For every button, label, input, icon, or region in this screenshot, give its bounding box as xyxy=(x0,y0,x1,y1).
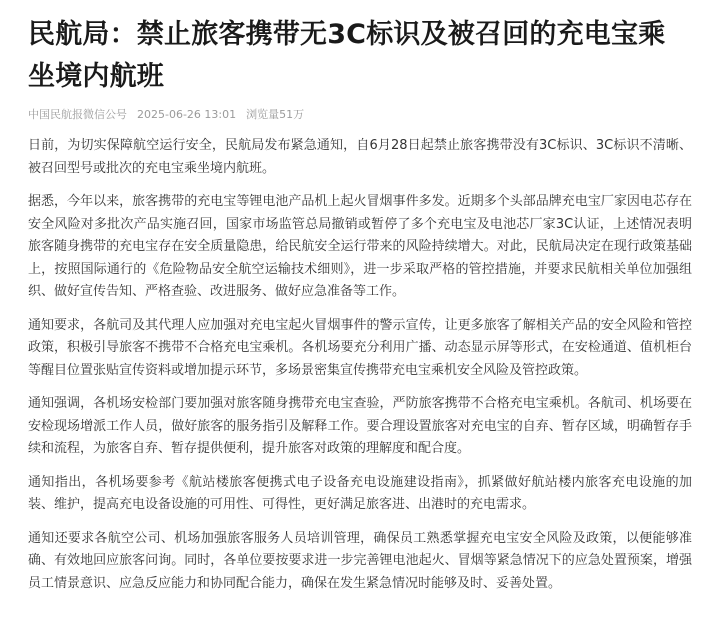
source-link[interactable]: 中国民航报微信公号 xyxy=(28,108,127,121)
article-paragraph: 通知指出，各机场要参考《航站楼旅客便携式电子设备充电设施建设指南》，抓紧做好航站楼内旅客充电设施的加装、维护，提高充电设备设施的可用性、可得性，更好满足旅客进、出港时的充电需求。 xyxy=(28,474,692,512)
article-body xyxy=(28,135,692,595)
article-meta xyxy=(28,107,692,123)
view-count: 浏览量51万 xyxy=(246,108,305,121)
article-paragraph: 通知还要求各航空公司、机场加强旅客服务人员培训管理，确保员工熟悉掌握充电宝安全风险及政策，以便能够准确、有效地回应旅客问询。同时，各单位要按要求进一步完善锂电池起火、冒烟等紧急情况下的应急处置预案，增强员工情景意识、应急反应能力和协同配合能力，确保在发生紧急情况时能够及时、妥善处置。 xyxy=(28,530,692,591)
publish-datetime: 2025-06-26 13:01 xyxy=(137,108,237,121)
article-title: 民航局：禁止旅客携带无3C标识及被召回的充电宝乘坐境内航班 xyxy=(28,19,666,92)
article-paragraph: 据悉，今年以来，旅客携带的充电宝等锂电池产品机上起火冒烟事件多发。近期多个头部品牌充电宝厂家因电芯存在安全风险对多批次产品实施召回，国家市场监管总局撤销或暂停了多个充电宝及电池芯厂家3C认证，上述情况表明旅客随身携带的充电宝存在安全质量隐患，给民航安全运行带来的风险持续增大。对此，民航局决定在现行政策基础上，按照国际通行的《危险物品安全航空运输技术细则》，进一步采取严格的管控措施，并要求民航相关单位加强组织、做好宣传告知、严格查验、改进服务、做好应急准备等工作。 xyxy=(28,194,692,299)
article-paragraph: 通知强调，各机场安检部门要加强对旅客随身携带充电宝查验，严防旅客携带不合格充电宝乘机。各航司、机场要在安检现场增派工作人员，做好旅客的服务指引及解释工作。要合理设置旅客对充电宝的自弃、暂存区域，明确暂存手续和流程，为旅客自弃、暂存提供便利，提升旅客对政策的理解度和配合度。 xyxy=(28,396,692,456)
article-paragraph: 通知要求，各航司及其代理人应加强对充电宝起火冒烟事件的警示宣传，让更多旅客了解相关产品的安全风险和管控政策，积极引导旅客不携带不合格充电宝乘机。各机场要充分利用广播、动态显示屏等形式，在安检通道、值机柜台等醒目位置张贴宣传资料或增加提示环节，多场景密集宣传携带充电宝乘机安全风险及管控政策。 xyxy=(28,317,692,378)
article-paragraph: 日前，为切实保障航空运行安全，民航局发布紧急通知，自6月28日起禁止旅客携带没有3C标识、3C标识不清晰、被召回型号或批次的充电宝乘坐境内航班。 xyxy=(28,138,692,176)
